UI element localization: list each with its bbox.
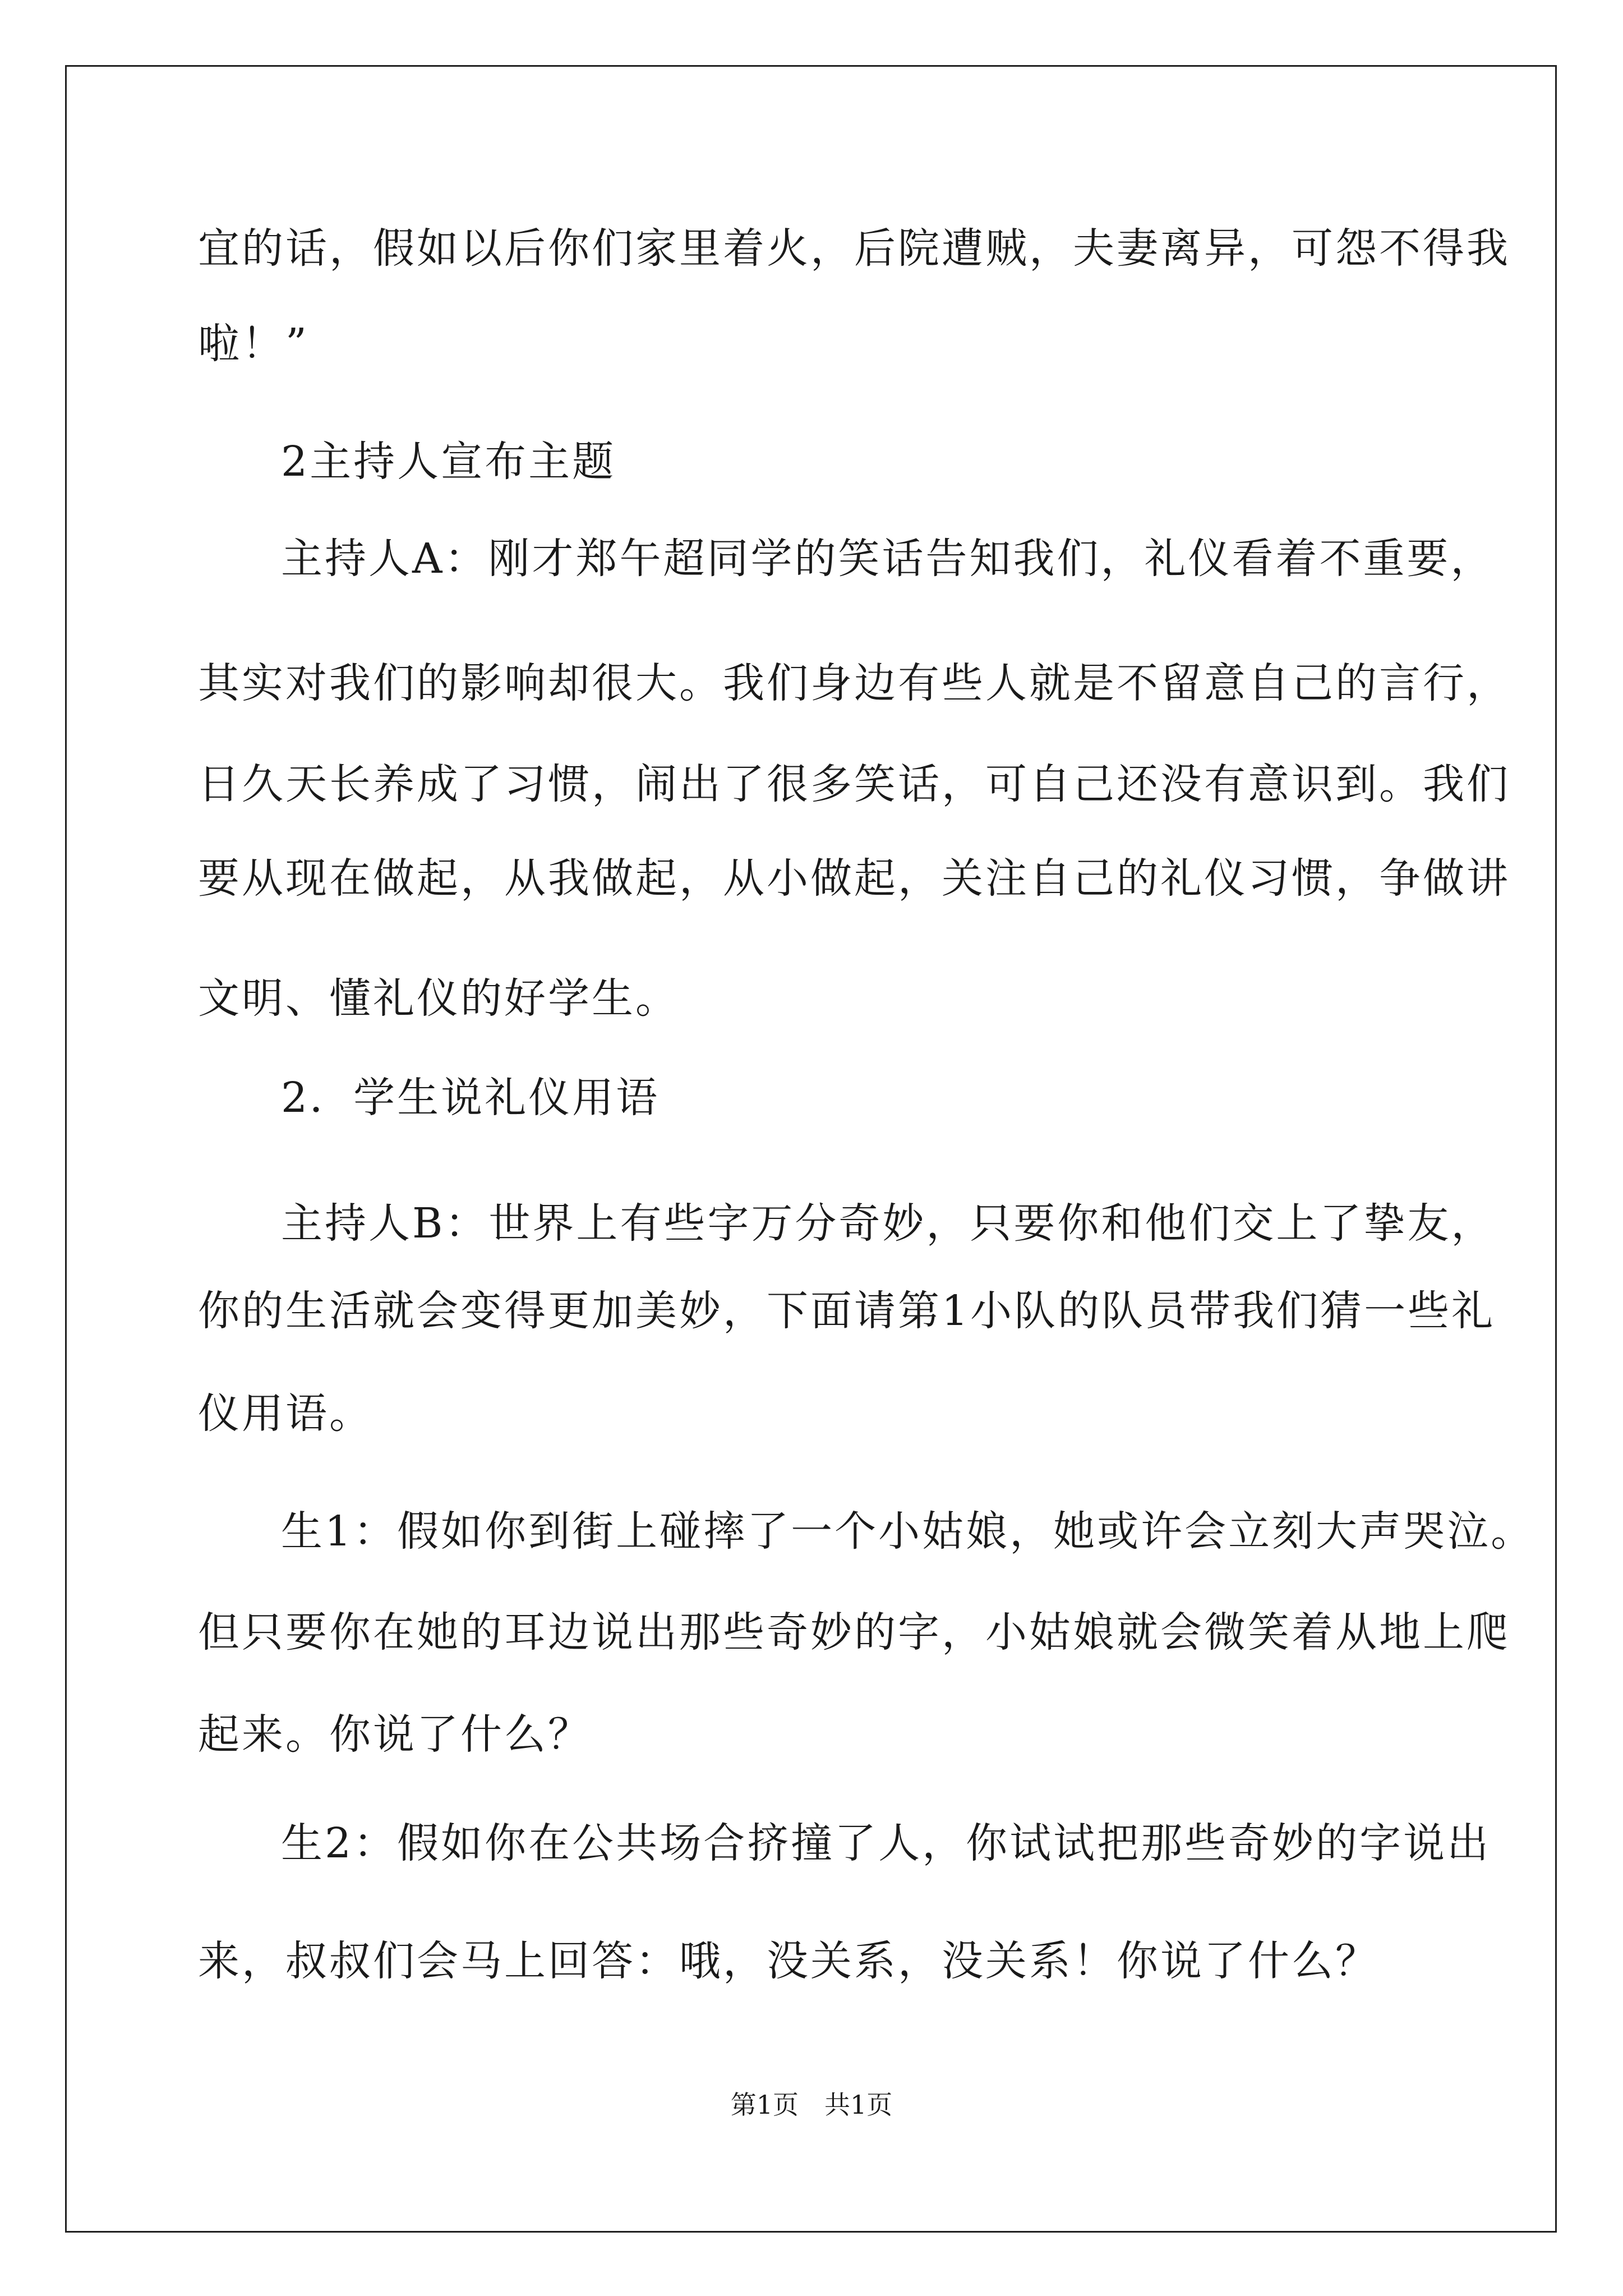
text-line: 啦！” (198, 320, 309, 368)
paragraph-line: 主持人B：世界上有些字万分奇妙，只要你和他们交上了挚友， (281, 1199, 1495, 1248)
paragraph-line: 文明、懂礼仪的好学生。 (198, 974, 679, 1023)
paragraph-line: 日久天长养成了习惯，闹出了很多笑话，可自己还没有意识到。我们 (198, 760, 1510, 808)
paragraph-line: 来，叔叔们会马上回答：哦，没关系，没关系！你说了什么？ (198, 1937, 1379, 1985)
paragraph-line: 生1：假如你到街上碰摔了一个小姑娘，她或许会立刻大声哭泣。 (281, 1507, 1535, 1556)
text-line: 宜的话，假如以后你们家里着火，后院遭贼，夫妻离异，可怨不得我 (198, 224, 1510, 273)
paragraph-line: 其实对我们的影响却很大。我们身边有些人就是不留意自己的言行， (198, 659, 1510, 707)
paragraph-line: 起来。你说了什么？ (198, 1710, 592, 1759)
page-border (65, 65, 1557, 2233)
paragraph-line: 主持人A：刚才郑午超同学的笑话告知我们，礼仪看着不重要， (281, 535, 1495, 583)
page-footer: 第1页 共1页 (730, 2090, 893, 2120)
paragraph-line: 仪用语。 (198, 1389, 373, 1438)
section-heading: 2．学生说礼仪用语 (281, 1074, 660, 1122)
paragraph-line: 但只要你在她的耳边说出那些奇妙的字，小姑娘就会微笑着从地上爬 (198, 1608, 1510, 1657)
paragraph-line: 生2：假如你在公共场合挤撞了人，你试试把那些奇妙的字说出 (281, 1819, 1491, 1867)
paragraph-line: 你的生活就会变得更加美妙，下面请第1小队的队员带我们猜一些礼 (198, 1287, 1496, 1335)
paragraph-line: 要从现在做起，从我做起，从小做起，关注自己的礼仪习惯，争做讲 (198, 854, 1510, 903)
section-heading: 2主持人宣布主题 (281, 438, 616, 486)
